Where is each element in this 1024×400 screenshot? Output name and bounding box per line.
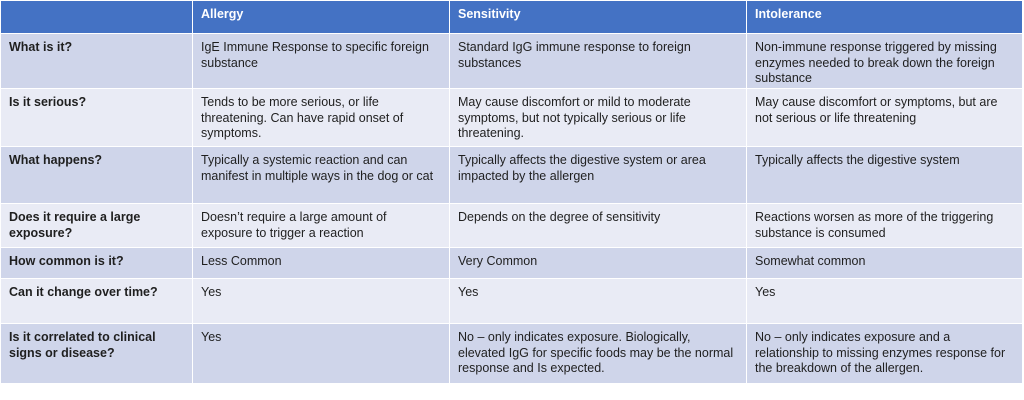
row-label: How common is it? (1, 248, 193, 279)
row-label: Does it require a large exposure? (1, 204, 193, 248)
sensitivity-cell: Yes (450, 279, 747, 324)
allergy-cell: Yes (193, 324, 450, 384)
header-cell-intolerance: Intolerance (747, 1, 1023, 34)
intolerance-cell: Reactions worsen as more of the triggering substance is consumed (747, 204, 1023, 248)
row-label: What is it? (1, 34, 193, 89)
intolerance-cell: Yes (747, 279, 1023, 324)
allergy-cell: Tends to be more serious, or life threatening. Can have rapid onset of symptoms. (193, 89, 450, 147)
header-cell-corner (1, 1, 193, 34)
intolerance-cell: Typically affects the digestive system (747, 147, 1023, 204)
sensitivity-cell: May cause discomfort or mild to moderate symptoms, but not typically serious or life threatening. (450, 89, 747, 147)
allergy-cell: IgE Immune Response to specific foreign substance (193, 34, 450, 89)
table-row (1, 89, 1023, 147)
allergy-cell: Less Common (193, 248, 450, 279)
sensitivity-cell: Very Common (450, 248, 747, 279)
sensitivity-cell: Depends on the degree of sensitivity (450, 204, 747, 248)
allergy-cell: Doesn’t require a large amount of exposure to trigger a reaction (193, 204, 450, 248)
allergy-cell: Yes (193, 279, 450, 324)
intolerance-cell: May cause discomfort or symptoms, but are not serious or life threatening (747, 89, 1023, 147)
intolerance-cell: No – only indicates exposure and a relationship to missing enzymes response for the breakdown of the allergen. (747, 324, 1023, 384)
table-row (1, 204, 1023, 248)
intolerance-cell: Somewhat common (747, 248, 1023, 279)
row-label: Is it correlated to clinical signs or disease? (1, 324, 193, 384)
sensitivity-cell: Standard IgG immune response to foreign substances (450, 34, 747, 89)
header-cell-allergy: Allergy (193, 1, 450, 34)
allergy-cell: Typically a systemic reaction and can manifest in multiple ways in the dog or cat (193, 147, 450, 204)
header-cell-sensitivity: Sensitivity (450, 1, 747, 34)
table-row (1, 34, 1023, 89)
row-label: Is it serious? (1, 89, 193, 147)
intolerance-cell: Non-immune response triggered by missing enzymes needed to break down the foreign substance (747, 34, 1023, 89)
table-row (1, 324, 1023, 384)
table-row (1, 248, 1023, 279)
header-row (1, 1, 1023, 34)
sensitivity-cell: Typically affects the digestive system or area impacted by the allergen (450, 147, 747, 204)
table-row (1, 147, 1023, 204)
row-label: Can it change over time? (1, 279, 193, 324)
table-row (1, 279, 1023, 324)
row-label: What happens? (1, 147, 193, 204)
sensitivity-cell: No – only indicates exposure. Biologically, elevated IgG for specific foods may be the normal response and Is expected. (450, 324, 747, 384)
